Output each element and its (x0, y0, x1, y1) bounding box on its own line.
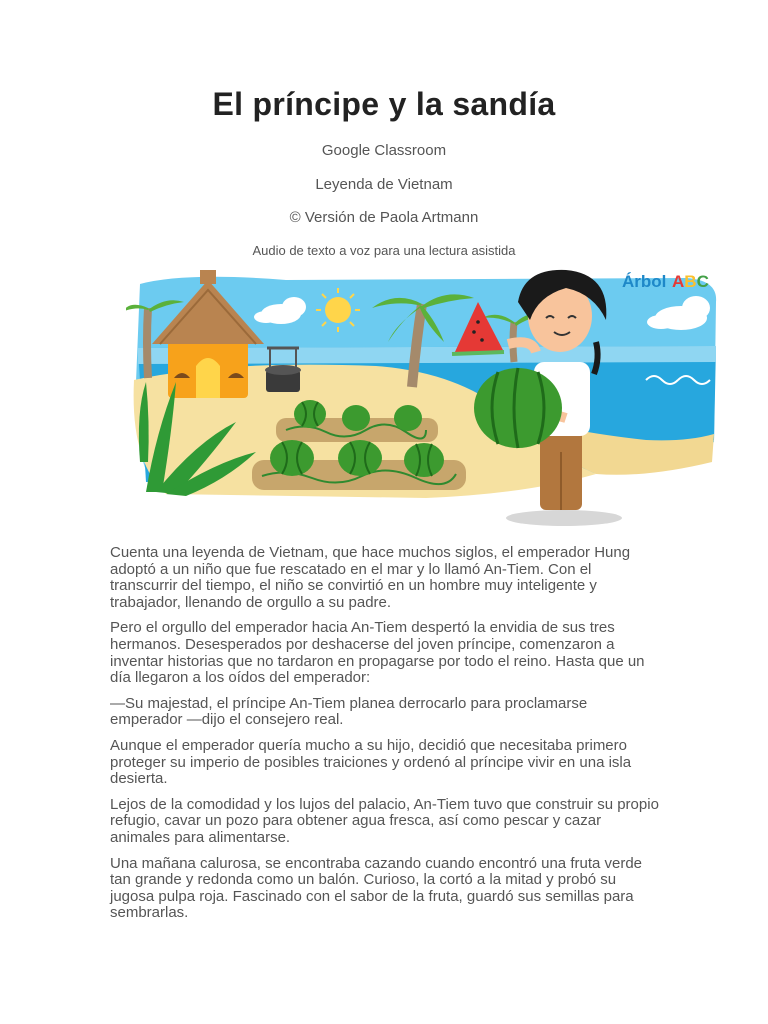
logo-letter: B (684, 272, 697, 291)
story-illustration (126, 262, 730, 534)
story-paragraph: Lejos de la comodidad y los lujos del palacio, An-Tiem tuvo que construir su propio refugio, cavar un pozo para obtener agua fresca, así como pescar y cazar animales para alimentarse. (110, 795, 659, 846)
story-body (110, 545, 660, 931)
logo-letter: A (672, 272, 685, 291)
story-paragraph: —Su majestad, el príncipe An-Tiem planea derrocarlo para proclamarse emperador —dijo el consejero real. (110, 694, 588, 729)
story-paragraph: Aunque el emperador quería mucho a su hijo, decidió que necesitaba primero proteger su imperio de posibles traiciones y ordenó al príncipe vivir en una isla desierta. (110, 736, 632, 788)
genre-label: Leyenda de Vietnam (315, 176, 453, 193)
story-paragraph: Cuenta una leyenda de Vietnam, que hace muchos siglos, el emperador Hung adoptó a un niño que fue rescatado en el mar y lo llamó An-Tiem. Con el transcurrir del tiempo, el niño se convirtió en un hombre muy inteligente y trabajador, llenando de orgullo a su padre. (110, 544, 631, 611)
logo-text: Árbol (622, 272, 667, 291)
logo-letter: C (696, 272, 709, 291)
svg-text:ABC (672, 272, 709, 291)
audio-note: Audio de texto a voz para una lectura asistida (252, 243, 516, 258)
credit-label: © Versión de Paola Artmann (289, 209, 479, 226)
story-paragraph: Pero el orgullo del emperador hacia An-Tiem despertó la envidia de sus tres hermanos. Desesperados por deshacerse del joven príncipe, comenzaron a inventar historias que no tardaron en propagarse por todo el reino. Hasta que un día llegaron a los oídos del emperador: (110, 619, 645, 687)
source-label: Google Classroom (321, 142, 447, 159)
story-paragraph: Una mañana calurosa, se encontraba cazando cuando encontró una fruta verde tan grande y redonda como un balón. Curioso, la cortó a la mitad y probó su jugosa pulpa roja. Fascinado con el sabor de la fruta, guardó sus semillas para sembrarlas. (110, 854, 643, 922)
arbol-abc-logo (622, 272, 709, 291)
document-title: El príncipe y la sandía (212, 86, 556, 122)
